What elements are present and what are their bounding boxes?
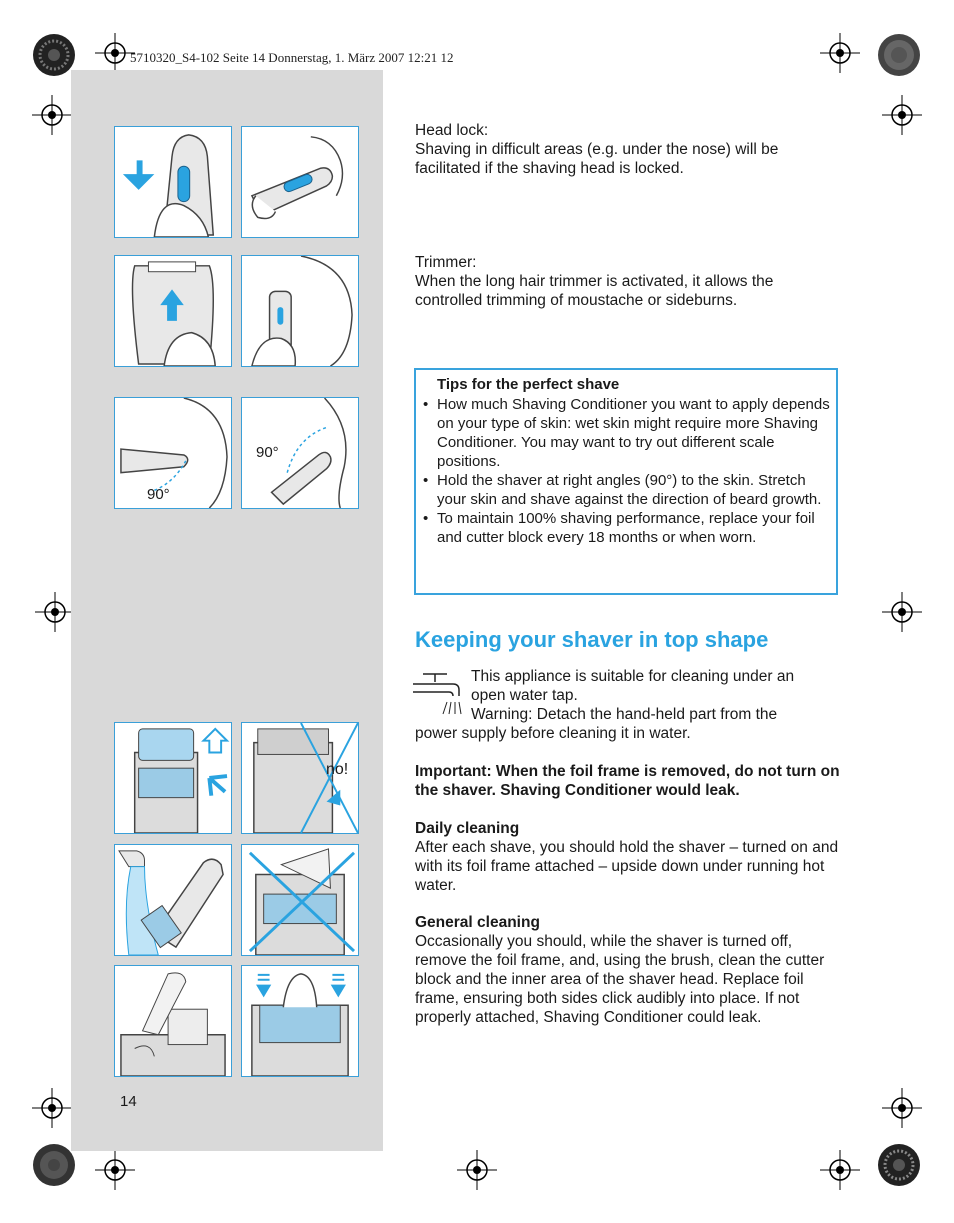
tip-item: • Hold the shaver at right angles (90°) to the skin. Stretch your skin and shave against the direction of beard growth. <box>423 472 822 508</box>
trimmer-title: Trimmer: <box>415 254 477 271</box>
figure-rinse-under-tap <box>114 844 232 956</box>
print-info: 5710320_S4-102 Seite 14 Donnerstag, 1. März 2007 12:21 12 <box>130 50 454 65</box>
cleaning-intro: This appliance is suitable for cleaning under an open water tap. Warning: Detach the hand-held part from the <box>471 668 795 723</box>
figure-no-brush-on-foil <box>241 844 359 956</box>
cleaning-warning: power supply before cleaning it in water. <box>415 725 691 742</box>
no-label: no! <box>326 761 349 778</box>
head-lock-title: Head lock: <box>415 122 489 139</box>
figure-trimmer-activate <box>114 255 232 367</box>
figure-trimmer-sideburns <box>241 255 359 367</box>
registration-mark-bottom-right <box>820 1150 860 1190</box>
press-down-left-icon <box>258 975 270 996</box>
water-tap-icon <box>413 670 463 721</box>
color-target-bottom-left <box>32 1143 76 1187</box>
registration-mark-top-left <box>95 33 135 73</box>
tips-box <box>414 368 838 595</box>
press-down-right-icon <box>332 975 344 996</box>
figure-head-lock-shaving <box>241 126 359 238</box>
registration-mark-bottom-left <box>95 1150 135 1190</box>
registration-mark-top-right <box>820 33 860 73</box>
daily-cleaning-title: Daily cleaning <box>415 820 520 837</box>
color-target-top-right <box>877 33 921 77</box>
head-lock-section <box>415 121 835 178</box>
registration-mark-bottom-center <box>457 1150 497 1190</box>
angle-label-right: 90° <box>256 444 279 461</box>
registration-mark-right-bottom <box>882 1088 922 1128</box>
head-lock-body: Shaving in difficult areas (e.g. under the nose) will be facilitated if the shaving head is locked. <box>415 141 779 177</box>
tips-title: Tips for the perfect shave <box>437 376 620 393</box>
figure-replace-foil-frame <box>241 965 359 1077</box>
figure-angle-cheek <box>114 397 232 509</box>
section-title: Keeping your shaver in top shape <box>415 627 769 652</box>
registration-mark-left-top <box>32 95 72 135</box>
daily-cleaning-body: After each shave, you should hold the shaver – turned on and with its foil frame attached – upside down under running hot water. <box>415 839 839 894</box>
color-target-bottom-right <box>877 1143 921 1187</box>
arrow-press-icon <box>209 776 227 796</box>
figure-brush-cutter-block <box>114 965 232 1077</box>
general-cleaning-title: General cleaning <box>415 914 540 931</box>
figure-remove-foil-frame <box>114 722 232 834</box>
trimmer-section <box>415 253 835 310</box>
important-note: Important: When the foil frame is removed, do not turn on the shaver. Shaving Conditioner would leak. <box>415 763 840 799</box>
registration-mark-right-top <box>882 95 922 135</box>
tip-item: • How much Shaving Conditioner you want to apply depends on your type of skin: wet skin might require more Shaving Conditioner. You may want to try out different scale positions. <box>423 396 830 470</box>
registration-mark-left-bottom <box>32 1088 72 1128</box>
figure-do-not-turn-on <box>241 722 359 834</box>
tips-list <box>422 395 832 547</box>
figure-head-lock-switch <box>114 126 232 238</box>
registration-mark-right-mid <box>882 592 922 632</box>
page-number: 14 <box>120 1093 137 1110</box>
color-target-top-left <box>32 33 76 77</box>
angle-label-left: 90° <box>147 486 170 503</box>
arrow-outline-up-icon <box>203 729 227 753</box>
daily-cleaning-section <box>415 819 840 895</box>
trimmer-body: When the long hair trimmer is activated, it allows the controlled trimming of moustache or sideburns. <box>415 273 774 309</box>
general-cleaning-body: Occasionally you should, while the shaver is turned off, remove the foil frame, and, using the brush, clean the cutter block and the inner area of the shaver head. Replace foil frame, ensuring both sides click audibly into place. If not properly attached, Shaving Conditioner could leak. <box>415 933 825 1026</box>
tip-item: • To maintain 100% shaving performance, replace your foil and cutter block every 18 months or when worn. <box>423 510 815 546</box>
registration-mark-left-mid <box>35 592 75 632</box>
general-cleaning-section <box>415 913 840 1027</box>
arrow-down-icon <box>123 160 154 189</box>
figure-angle-chin <box>241 397 359 509</box>
